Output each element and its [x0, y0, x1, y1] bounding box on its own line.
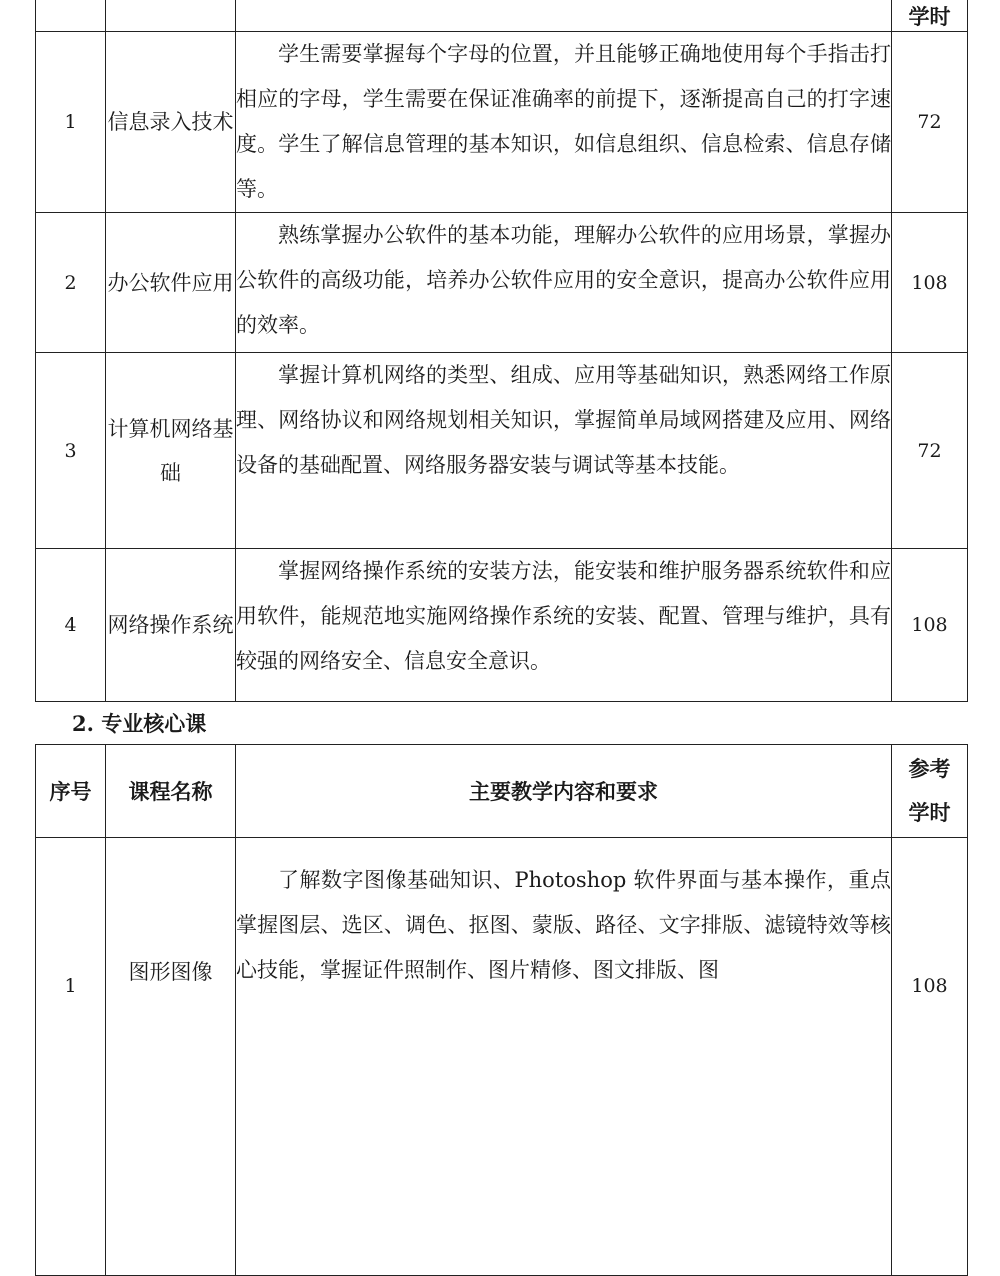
header-cell-no [36, 0, 106, 32]
course-content: 掌握网络操作系统的安装方法，能安装和维护服务器系统软件和应用软件，能规范地实施网络操作系统的安装、配置、管理与维护，具有较强的网络安全、信息安全意识。 [236, 549, 892, 702]
table-row [36, 549, 968, 702]
header-cell-name [106, 0, 236, 32]
table-row [36, 213, 968, 353]
header-cell-hours: 学时 [892, 0, 968, 32]
row-number: 1 [36, 838, 106, 1276]
table-row [36, 353, 968, 549]
header-cell-content [236, 0, 892, 32]
course-hours: 72 [892, 32, 968, 213]
row-number: 1 [36, 32, 106, 213]
table-row [36, 32, 968, 213]
course-name: 图形图像 [106, 838, 236, 1276]
header-content: 主要教学内容和要求 [236, 745, 892, 838]
table-header-row [36, 745, 968, 838]
row-number: 2 [36, 213, 106, 353]
section-title: 2. 专业核心课 [72, 711, 207, 736]
course-table-core [35, 744, 968, 1276]
course-hours: 108 [892, 838, 968, 1276]
row-number: 4 [36, 549, 106, 702]
header-name: 课程名称 [106, 745, 236, 838]
course-hours: 108 [892, 213, 968, 353]
header-hours [892, 745, 968, 838]
course-content: 了解数字图像基础知识、Photoshop 软件界面与基本操作，重点掌握图层、选区、调色、抠图、蒙版、路径、文字排版、滤镜特效等核心技能，掌握证件照制作、图片精修、图文排版、图 [236, 838, 892, 1276]
course-content: 掌握计算机网络的类型、组成、应用等基础知识，熟悉网络工作原理、网络协议和网络规划相关知识，掌握简单局域网搭建及应用、网络设备的基础配置、网络服务器安装与调试等基本技能。 [236, 353, 892, 549]
course-table-general [35, 0, 968, 702]
course-name: 网络操作系统 [106, 549, 236, 702]
course-name: 计算机网络基础 [106, 353, 236, 549]
header-hours-line1: 参考 [908, 756, 951, 781]
header-hours-line2: 学时 [908, 800, 951, 825]
table-row [36, 838, 968, 1276]
course-hours: 108 [892, 549, 968, 702]
course-content: 熟练掌握办公软件的基本功能，理解办公软件的应用场景，掌握办公软件的高级功能，培养办公软件应用的安全意识，提高办公软件应用的效率。 [236, 213, 892, 353]
header-no: 序号 [36, 745, 106, 838]
row-number: 3 [36, 353, 106, 549]
course-hours: 72 [892, 353, 968, 549]
course-name: 办公软件应用 [106, 213, 236, 353]
course-content: 学生需要掌握每个字母的位置，并且能够正确地使用每个手指击打相应的字母，学生需要在保证准确率的前提下，逐渐提高自己的打字速度。学生了解信息管理的基本知识，如信息组织、信息检索、信息存储等。 [236, 32, 892, 213]
table-header-row [36, 0, 968, 32]
course-name: 信息录入技术 [106, 32, 236, 213]
